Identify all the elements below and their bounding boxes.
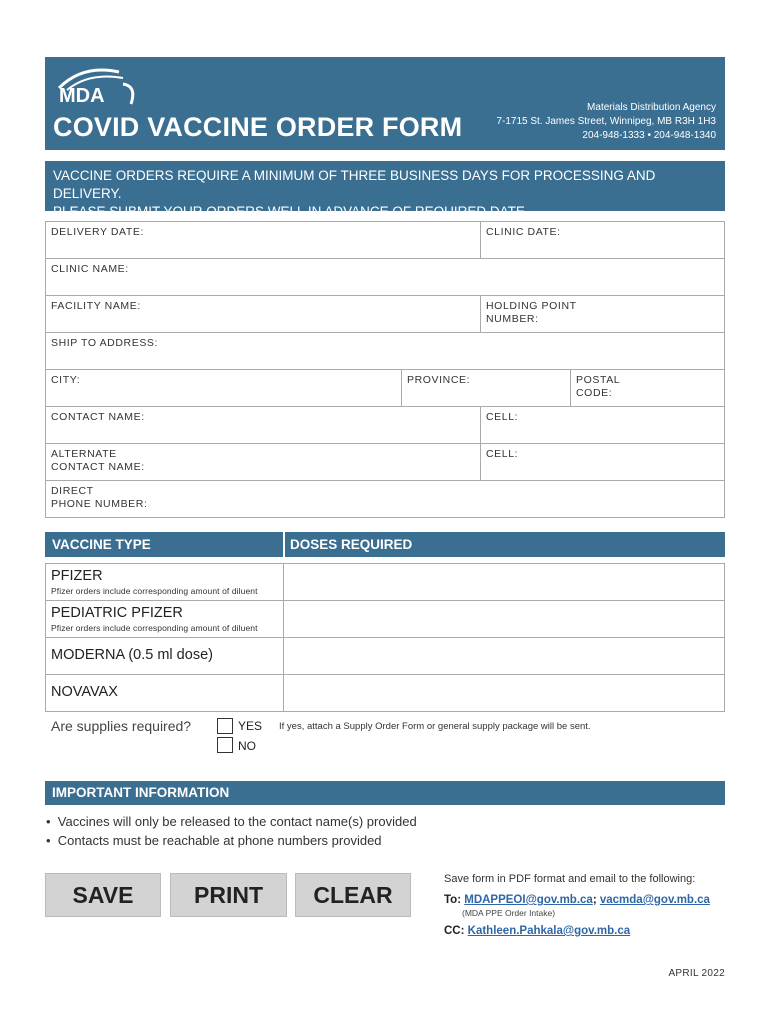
agency-name: Materials Distribution Agency: [587, 102, 716, 113]
revision-date: APRIL 2022: [668, 968, 725, 979]
vaccine-name: NOVAVAX: [51, 684, 118, 700]
row-clinic-name: [46, 258, 724, 295]
supplies-no-checkbox[interactable]: [217, 737, 233, 753]
print-button[interactable]: PRINT: [170, 873, 287, 917]
col-vaccine-type: VACCINE TYPE: [52, 537, 151, 552]
ship-to-label: SHIP TO ADDRESS:: [51, 337, 159, 349]
agency-address: 7-1715 St. James Street, Winnipeg, MB R3H 1H3: [496, 116, 716, 127]
email-link-mdappeoi[interactable]: MDAPPEOI@gov.mb.ca: [464, 894, 593, 906]
cell-field-1[interactable]: [480, 407, 724, 443]
logo-text: MDA: [59, 85, 105, 107]
vaccine-row-pfizer: [46, 564, 724, 600]
row-direct-phone: [46, 480, 724, 517]
cell-label-2: CELL:: [486, 448, 519, 460]
facility-name-field[interactable]: [46, 296, 480, 332]
clinic-date-label: CLINIC DATE:: [486, 226, 561, 238]
cell-label-1: CELL:: [486, 411, 519, 423]
to-label: To:: [444, 894, 462, 906]
form-title: COVID VACCINE ORDER FORM: [53, 112, 463, 142]
clinic-name-field[interactable]: [46, 259, 724, 295]
city-label: CITY:: [51, 374, 81, 386]
header-divider: [283, 532, 285, 557]
facility-name-label: FACILITY NAME:: [51, 300, 141, 312]
email-link-cc[interactable]: Kathleen.Pahkala@gov.mb.ca: [467, 925, 631, 937]
bullet-text: Vaccines will only be released to the contact name(s) provided: [57, 814, 417, 829]
direct-phone-label-1: DIRECT: [51, 485, 94, 497]
order-details-grid: [45, 221, 725, 518]
cc-label: CC:: [444, 925, 465, 937]
email-link-vacmda[interactable]: vacmda@gov.mb.ca: [599, 894, 710, 906]
processing-notice: [45, 161, 725, 219]
holding-point-field[interactable]: [480, 296, 724, 332]
province-field[interactable]: [401, 370, 570, 406]
row-dates: [46, 222, 724, 258]
clinic-date-field[interactable]: [480, 222, 724, 258]
cell-field-2[interactable]: [480, 444, 724, 480]
important-info-header: IMPORTANT INFORMATION: [45, 781, 725, 805]
vaccine-row-pediatric-pfizer: [46, 600, 724, 637]
info-bullet-1: • Vaccines will only be released to the contact name(s) provided: [46, 814, 417, 829]
notice-line-2: PLEASE SUBMIT YOUR ORDERS WELL IN ADVANCE OF REQUIRED DATE.: [53, 204, 529, 219]
email-to-line: [444, 894, 710, 906]
doses-input-pfizer[interactable]: [284, 564, 724, 600]
postal-label-2: CODE:: [576, 387, 613, 399]
supplies-yes-checkbox[interactable]: [217, 718, 233, 734]
vaccine-name: PEDIATRIC PFIZER: [51, 605, 183, 621]
supplies-question: Are supplies required?: [51, 718, 192, 734]
supplies-yes-label: YES: [238, 719, 263, 733]
col-doses-required: DOSES REQUIRED: [290, 537, 413, 552]
clinic-name-label: CLINIC NAME:: [51, 263, 129, 275]
row-ship-to: [46, 332, 724, 369]
row-city: [46, 369, 724, 406]
row-contact: [46, 406, 724, 443]
notice-line-1: VACCINE ORDERS REQUIRE A MINIMUM OF THREE BUSINESS DAYS FOR PROCESSING AND DELIVERY.: [53, 168, 656, 201]
delivery-date-label: DELIVERY DATE:: [51, 226, 145, 238]
email-cc-line: [444, 925, 630, 937]
vaccine-row-novavax: [46, 674, 724, 711]
alt-contact-name-field[interactable]: [46, 444, 480, 480]
agency-info: [496, 101, 716, 143]
direct-phone-label-2: PHONE NUMBER:: [51, 498, 148, 510]
postal-label-1: POSTAL: [576, 374, 621, 386]
info-bullet-2: • Contacts must be reachable at phone numbers provided: [46, 833, 382, 848]
email-to-subtitle: (MDA PPE Order Intake): [462, 908, 556, 918]
alt-contact-label-1: ALTERNATE: [51, 448, 117, 460]
contact-name-field[interactable]: [46, 407, 480, 443]
clear-button[interactable]: CLEAR: [295, 873, 411, 917]
vaccine-table-header: [45, 532, 725, 557]
row-alt-contact: [46, 443, 724, 480]
doses-input-pediatric-pfizer[interactable]: [284, 601, 724, 637]
holding-point-label-2: NUMBER:: [486, 313, 539, 325]
ship-to-address-field[interactable]: [46, 333, 724, 369]
direct-phone-field[interactable]: [46, 481, 724, 517]
doses-input-novavax[interactable]: [284, 675, 724, 711]
postal-code-field[interactable]: [570, 370, 724, 406]
agency-phones: 204-948-1333 • 204-948-1340: [582, 130, 716, 141]
email-separator: ;: [592, 894, 597, 906]
city-field[interactable]: [46, 370, 401, 406]
vaccine-row-moderna: [46, 637, 724, 674]
holding-point-label-1: HOLDING POINT: [486, 300, 577, 312]
vaccine-table: [45, 563, 725, 712]
save-button[interactable]: SAVE: [45, 873, 161, 917]
supplies-note: If yes, attach a Supply Order Form or general supply package will be sent.: [279, 721, 591, 732]
vaccine-note: Pfizer orders include corresponding amount of diluent: [51, 623, 258, 633]
email-instructions: Save form in PDF format and email to the following:: [444, 873, 696, 885]
vaccine-name: MODERNA (0.5 ml dose): [51, 647, 213, 663]
vaccine-note: Pfizer orders include corresponding amount of diluent: [51, 586, 258, 596]
bullet-text: Contacts must be reachable at phone numbers provided: [57, 833, 382, 848]
province-label: PROVINCE:: [407, 374, 471, 386]
row-facility: [46, 295, 724, 332]
contact-name-label: CONTACT NAME:: [51, 411, 145, 423]
vaccine-name: PFIZER: [51, 568, 103, 584]
alt-contact-label-2: CONTACT NAME:: [51, 461, 145, 473]
doses-input-moderna[interactable]: [284, 638, 724, 674]
mda-logo: [53, 64, 143, 108]
supplies-no-label: NO: [238, 739, 256, 753]
delivery-date-field[interactable]: [46, 222, 480, 258]
